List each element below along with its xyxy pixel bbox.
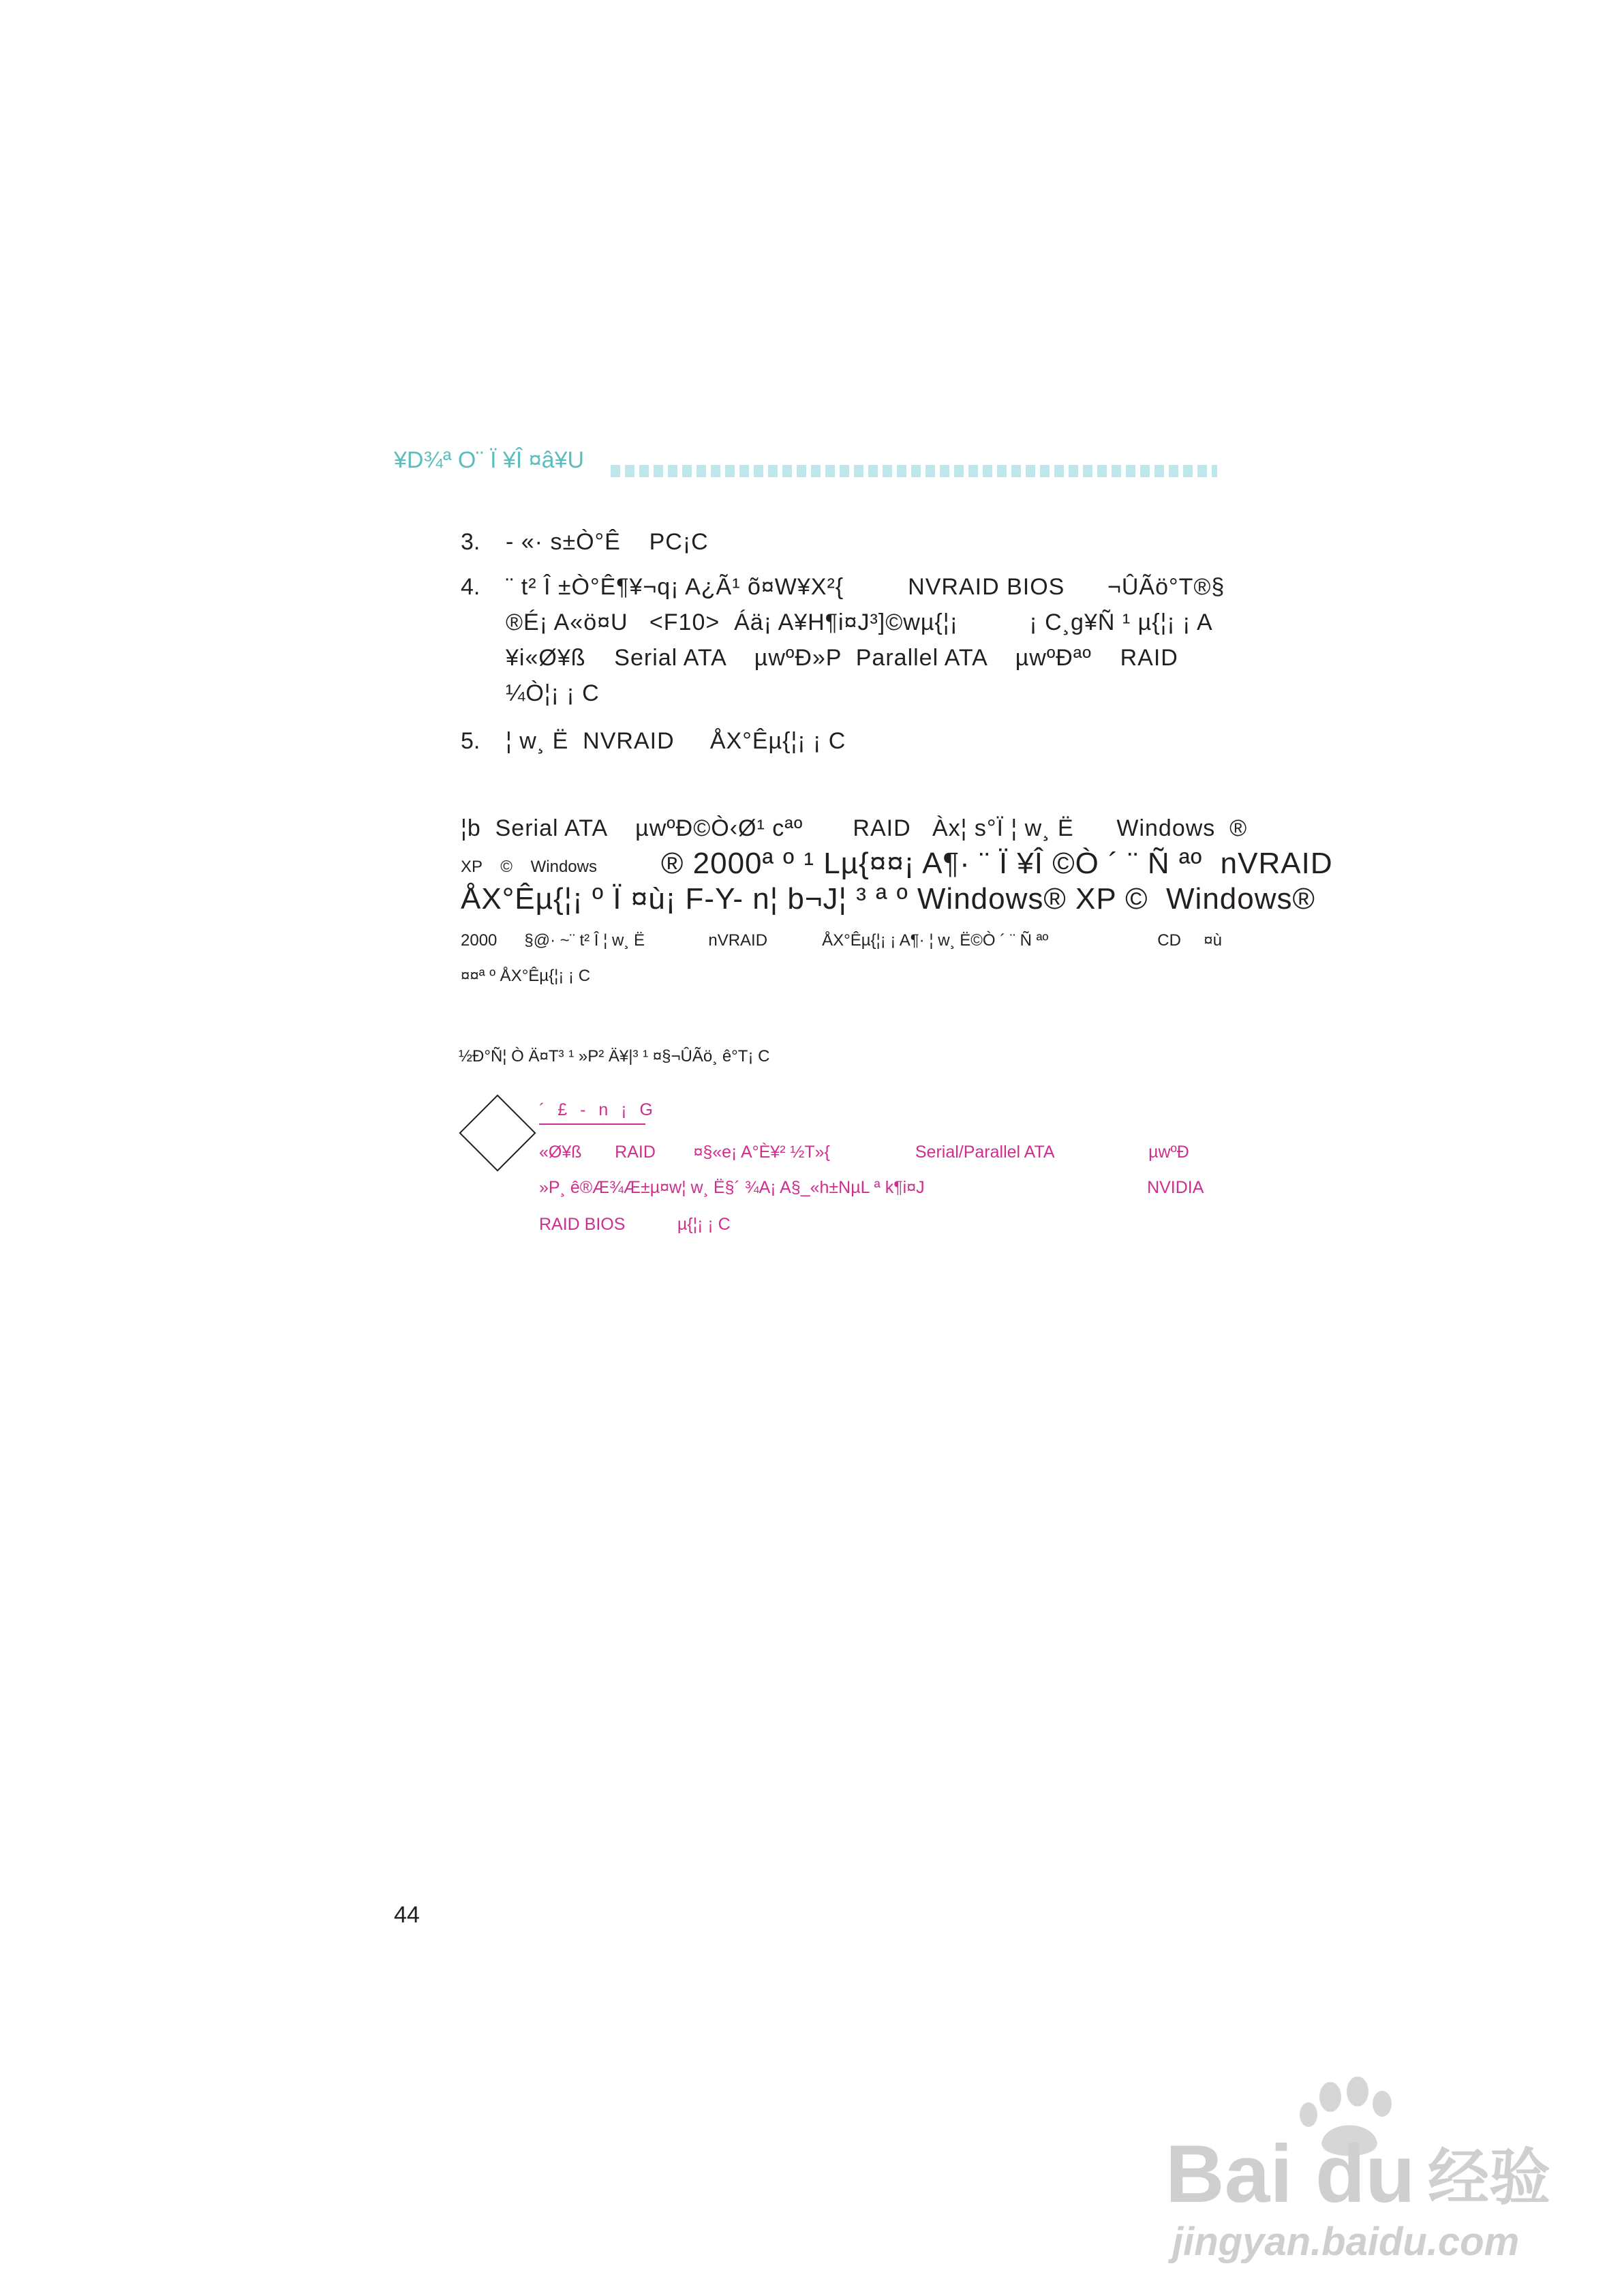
paragraph-line-5: ¤¤ª º ÅX°Êµ{¦¡ ¡ C	[461, 967, 591, 985]
caution-title-underline	[539, 1123, 645, 1125]
baidu-jingyan-watermark	[1159, 2072, 1567, 2277]
step-4-line-1: ¨ t² Î ±Ò°Ê¶¥¬q¡ A¿Ã¹ õ¤W¥X²{ NVRAID BIOS ¬ÛÃö°T®§	[506, 574, 1225, 600]
caution-diamond-icon	[459, 1094, 536, 1171]
paragraph-line-2a: XP © Windows	[461, 858, 597, 876]
caution-line-2: »P¸ ê®Æ¾Æ±µ¤w¦ w¸ Ë§´ ¾A¡ A§_«h±NµL ª k¶i¤J NVIDIA	[539, 1178, 1204, 1197]
step-4-number: 4.	[461, 574, 480, 600]
watermark-url: jingyan.baidu.com	[1172, 2220, 1520, 2264]
step-5-number: 5.	[461, 728, 480, 754]
reference-note: ½Ð°Ñ¦ Ò Ä¤T³ ¹ »P² Ä¥|³ ¹ ¤§¬ÛÃö¸ ê°T¡ C	[459, 1047, 770, 1066]
caution-line-3: RAID BIOS µ{¦¡ ¡ C	[539, 1215, 731, 1234]
page-number: 44	[394, 1902, 420, 1928]
chapter-header-title: ¥D¾ª O¨ Ï ¥Î ¤â¥U	[394, 447, 585, 473]
step-4-line-3: ¥i«Ø¥ß Serial ATA µwºÐ»P Parallel ATA µwºÐªº RAID	[506, 645, 1178, 671]
caution-line-1: «Ø¥ß RAID ¤§«e¡ A°È¥² ½T»{ Serial/Parallel ATA µwºÐ	[539, 1143, 1189, 1162]
paragraph-line-2b: ® 2000ª º ¹ Lµ{¤¤¡ A¶· ¨ Ï ¥Î ©Ò ´ ¨ Ñ ªº nVRAID	[661, 847, 1333, 880]
watermark-cn: 经验	[1428, 2144, 1550, 2212]
watermark-brand: Bai	[1165, 2128, 1293, 2220]
caution-title: ´ £ - n ¡ G	[539, 1100, 657, 1119]
step-3-number: 3.	[461, 529, 480, 555]
paragraph-line-1: ¦b Serial ATA µwºÐ©Ò‹Ø¹ cªº RAID Àx¦ s°Ï ¦ w¸ Ë Windows ®	[461, 815, 1248, 841]
paragraph-line-4: 2000 §@· ~¨ t² Î ¦ w¸ Ë nVRAID ÅX°Êµ{¦¡ ¡ A¶· ¦ w¸ Ë©Ò ´ ¨ Ñ ªº CD ¤ù	[461, 931, 1222, 950]
header-dotted-rule	[611, 465, 1217, 477]
paragraph-line-3: ÅX°Êµ{¦¡ º Ï ¤ù¡ F-Y- n¦ b¬J¦ ³ ª º Windows® XP © Windows®	[461, 882, 1315, 916]
step-5-text: ¦ w¸ Ë NVRAID ÅX°Êµ{¦¡ ¡ C	[506, 728, 846, 754]
step-4-line-2: ®É¡ A«ö¤U <F10> Áä¡ A¥H¶i¤J³]©wµ{¦¡ ¡ C¸g¥Ñ ¹ µ{¦¡ ¡ A	[506, 609, 1213, 635]
watermark-brand-2: du	[1315, 2128, 1416, 2220]
step-3-text: - «· s±Ò°Ê PC¡C	[506, 529, 709, 555]
step-4-line-4: ¼Ò¦¡ ¡ C	[506, 680, 600, 706]
